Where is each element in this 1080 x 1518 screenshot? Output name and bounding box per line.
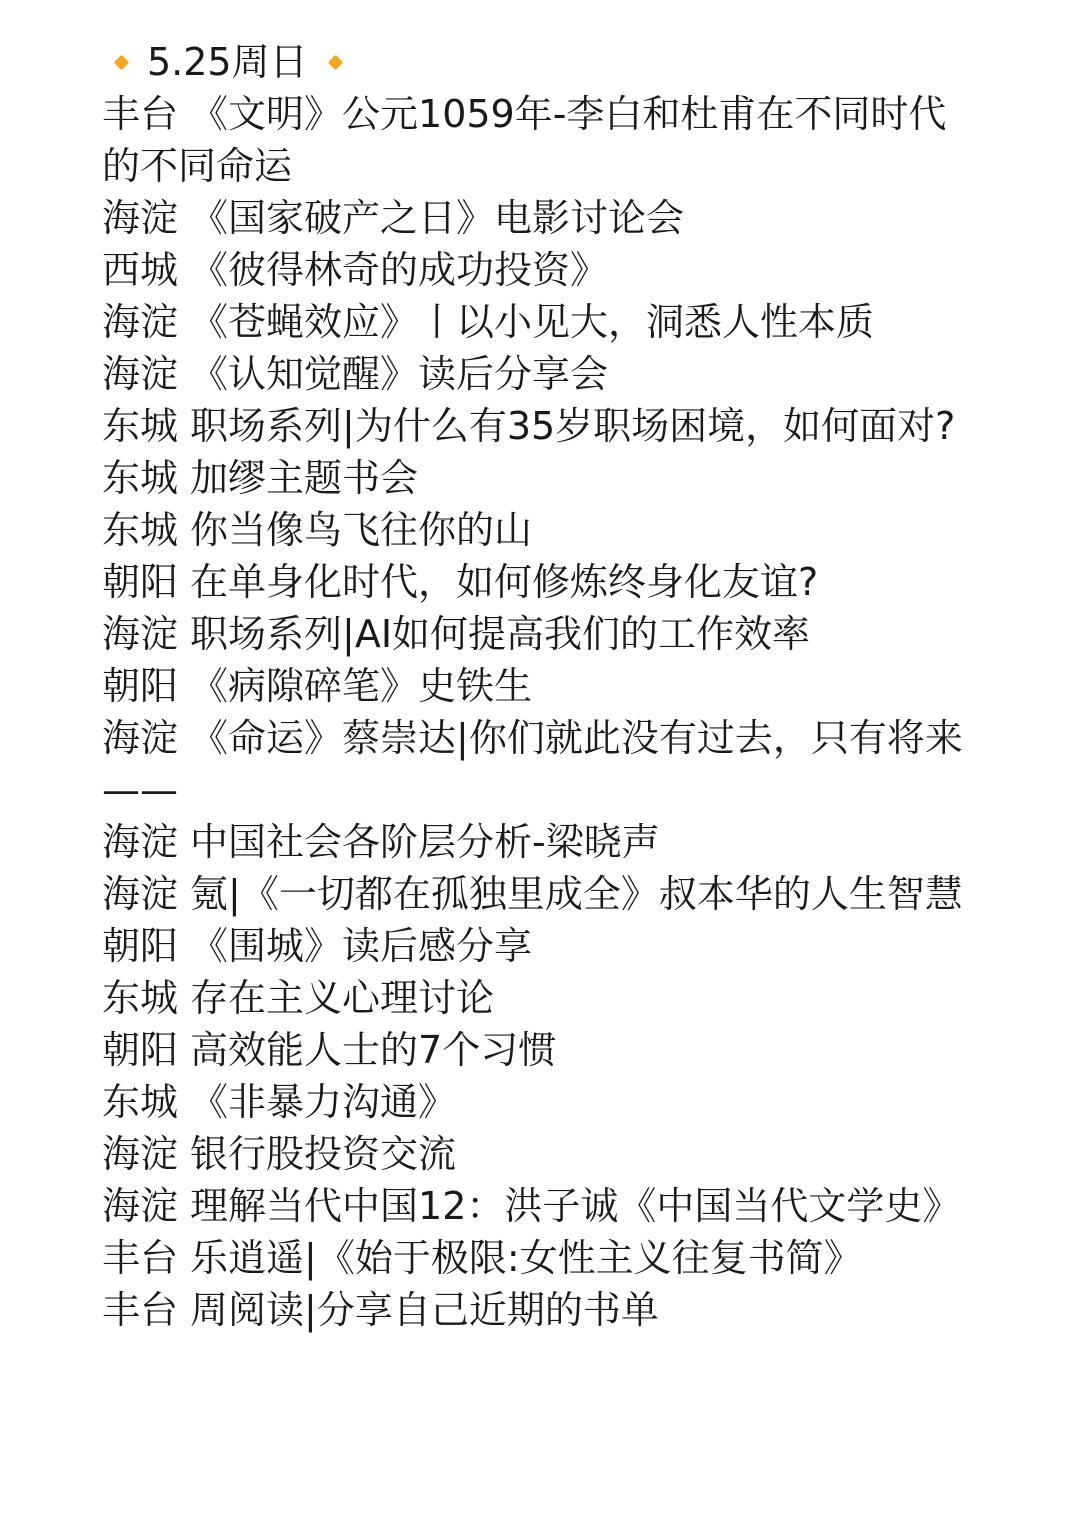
event-title: 周阅读|分享自己近期的书单 [190, 1288, 659, 1332]
event-title: 中国社会各阶层分析-梁晓声 [190, 820, 660, 864]
event-district: 海淀 [102, 300, 179, 344]
event-title: 职场系列|为什么有35岁职场困境，如何面对? [190, 404, 956, 448]
event-title: 存在主义心理讨论 [190, 976, 495, 1020]
event-district: 海淀 [102, 872, 179, 916]
event-title: 《围城》读后感分享 [190, 924, 533, 968]
event-item [102, 972, 970, 1024]
event-district: 丰台 [102, 1236, 179, 1280]
event-item [102, 608, 970, 660]
event-title: 《病隙碎笔》史铁生 [190, 664, 533, 708]
event-title: 加缪主题书会 [190, 456, 419, 500]
event-title: 《国家破产之日》电影讨论会 [190, 196, 685, 240]
event-district: 海淀 [102, 352, 179, 396]
event-district: 东城 [102, 1080, 179, 1124]
orange-diamond-icon [114, 54, 130, 70]
event-title: 职场系列|AI如何提高我们的工作效率 [190, 612, 811, 656]
event-district: 西城 [102, 248, 179, 292]
event-item [102, 712, 970, 816]
event-district: 东城 [102, 404, 179, 448]
event-district: 东城 [102, 976, 179, 1020]
event-title: 《苍蝇效应》丨以小见大，洞悉人性本质 [190, 300, 875, 344]
date-header [116, 36, 970, 88]
event-item [102, 88, 970, 192]
event-item [102, 296, 970, 348]
event-title: 《彼得林奇的成功投资》 [190, 248, 609, 292]
event-title: 高效能人士的7个习惯 [190, 1028, 557, 1072]
event-list [102, 88, 970, 1336]
event-district: 朝阳 [102, 924, 179, 968]
event-title: 银行股投资交流 [190, 1132, 457, 1176]
event-district: 海淀 [102, 612, 179, 656]
event-district: 海淀 [102, 716, 179, 760]
event-title: 《认知觉醒》读后分享会 [190, 352, 609, 396]
event-item [102, 1076, 970, 1128]
event-item [102, 348, 970, 400]
event-item [102, 244, 970, 296]
orange-diamond-icon [327, 54, 343, 70]
event-district: 朝阳 [102, 1028, 179, 1072]
event-district: 丰台 [102, 92, 179, 136]
event-title: 你当像鸟飞往你的山 [190, 508, 533, 552]
event-title: 在单身化时代，如何修炼终身化友谊? [190, 560, 819, 604]
event-item [102, 868, 970, 920]
event-item [102, 400, 970, 452]
event-title: 《非暴力沟通》 [190, 1080, 457, 1124]
event-title: 乐逍遥|《始于极限:女性主义往复书简》 [190, 1236, 862, 1280]
event-district: 海淀 [102, 1184, 179, 1228]
event-item [102, 920, 970, 972]
event-item [102, 1128, 970, 1180]
event-district: 海淀 [102, 196, 179, 240]
event-item [102, 504, 970, 556]
event-title: 氪|《一切都在孤独里成全》叔本华的人生智慧 [190, 872, 963, 916]
event-item [102, 452, 970, 504]
event-item [102, 816, 970, 868]
event-title: 《文明》公元1059年-李白和杜甫在不同时代的不同命运 [102, 92, 947, 188]
event-item [102, 192, 970, 244]
event-district: 朝阳 [102, 560, 179, 604]
event-item [102, 660, 970, 712]
event-district: 海淀 [102, 1132, 179, 1176]
event-item [102, 1180, 970, 1232]
event-item [102, 1232, 970, 1284]
event-item [102, 556, 970, 608]
event-district: 海淀 [102, 820, 179, 864]
event-district: 丰台 [102, 1288, 179, 1332]
event-item [102, 1284, 970, 1336]
event-title: 《命运》蔡崇达|你们就此没有过去，只有将来—— [102, 716, 963, 812]
date-label: 5.25周日 [147, 40, 308, 84]
event-district: 朝阳 [102, 664, 179, 708]
event-item [102, 1024, 970, 1076]
event-district: 东城 [102, 508, 179, 552]
event-title: 理解当代中国12：洪子诚《中国当代文学史》 [190, 1184, 961, 1228]
event-district: 东城 [102, 456, 179, 500]
